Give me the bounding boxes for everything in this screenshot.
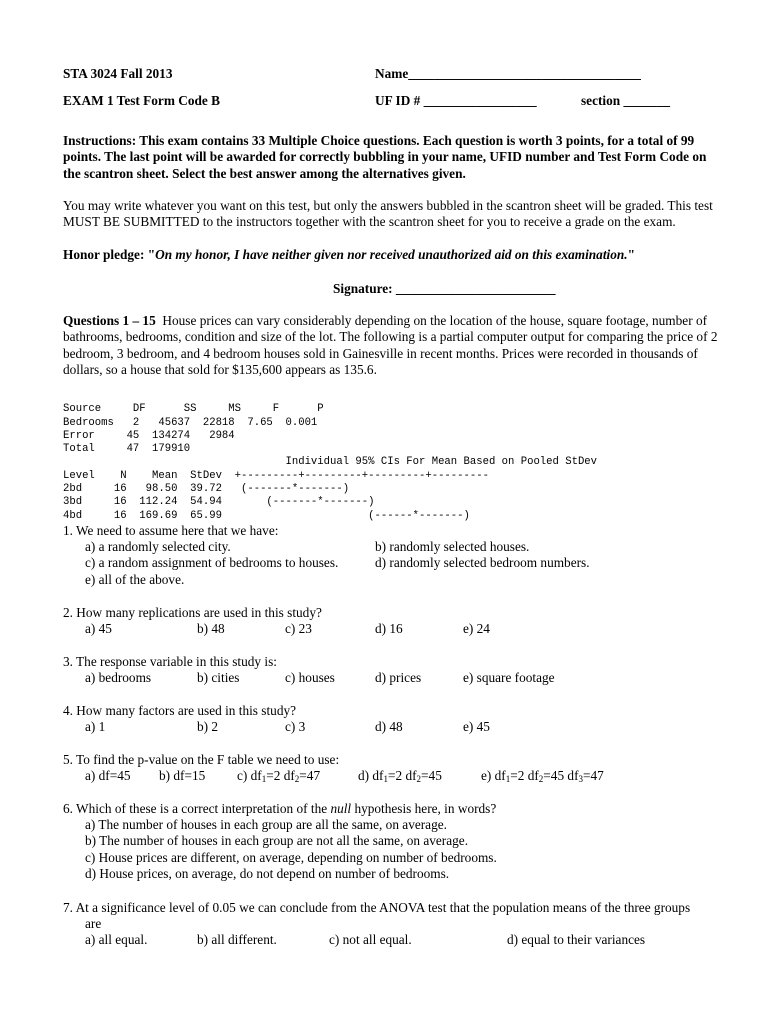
option-a: a) The number of houses in each group are all the same, on average. — [85, 817, 447, 833]
question-stem: 5. To find the p-value on the F table we need to use: — [63, 752, 340, 767]
output-line: Level N Mean StDev +---------+---------+---------+--------- — [63, 469, 489, 482]
name-field: Name___________________________________ — [375, 66, 641, 81]
honor-close-quote: " — [627, 247, 635, 262]
intro-text: House prices can vary considerably depending on the location of the house, square footage, number of bathrooms, bedrooms, condition and size of the lot. The following is a partial computer output for comparing the price of 2 bedroom, 3 bedroom, and 4 bedroom houses sold in Gainesville in recent months. Prices were recorded in thousands of dollars, so a house that sold for $135,600 appears as 135.6. — [63, 313, 718, 377]
option-a: a) df=45 — [85, 768, 131, 784]
question-stem: 2. How many replications are used in this study? — [63, 605, 322, 620]
option-c: c) not all equal. — [329, 932, 412, 948]
output-line: 2bd 16 98.50 39.72 (-------*-------) — [63, 483, 350, 496]
output-line: Total 47 179910 — [63, 443, 191, 456]
question-5 — [63, 752, 733, 784]
exam-title: EXAM 1 Test Form Code B — [63, 93, 220, 108]
honor-text: On my honor, I have neither given nor received unauthorized aid on this examination. — [155, 247, 628, 262]
question-6 — [63, 801, 733, 882]
signature-line: Signature: ________________________ — [333, 281, 556, 296]
option-d: d) equal to their variances — [507, 932, 646, 948]
question-stem: 3. The response variable in this study is: — [63, 654, 277, 669]
option-e: e) $df_1=2$ $df_2=45$ $df_3=47$ — [481, 768, 604, 785]
output-line: 3bd 16 112.24 54.94 (-------*-------) — [63, 496, 375, 509]
question-stem: 6. Which of these is a correct interpretation of the null hypothesis here, in words? — [63, 801, 497, 816]
questions-intro — [63, 313, 723, 378]
instructions: Instructions: This exam contains 33 Multiple Choice questions. Each question is worth 3 points, for a total of 99 points. The last point will be awarded for correctly bubbling in your name, UFID number and Test Form Code on the scantron sheet. Select the best answer among the alternatives given. — [63, 133, 707, 181]
option-b: b) 2 — [197, 719, 219, 735]
honor-open-quote: " — [147, 247, 156, 262]
option-a: a) 45 — [85, 621, 112, 637]
option-b: b) cities — [197, 670, 240, 686]
option-c: c) $df_1=2$ $df_2=47$ — [237, 768, 321, 785]
anova-output — [63, 390, 597, 536]
option-c: c) houses — [285, 670, 335, 686]
output-line: Bedrooms 2 45637 22818 7.65 0.001 — [63, 416, 318, 429]
option-d: d) prices — [375, 670, 422, 686]
question-3 — [63, 654, 733, 686]
option-a: a) a randomly selected city. — [85, 539, 231, 555]
option-b: b) randomly selected houses. — [375, 539, 530, 555]
notes: You may write whatever you want on this test, but only the answers bubbled in the scantron sheet will be graded. This test MUST BE SUBMITTED to the instructors together with the scantron sheet for you to receive a grade on the exam. — [63, 198, 713, 230]
option-a: a) all equal. — [85, 932, 148, 948]
option-d: d) randomly selected bedroom numbers. — [375, 555, 590, 571]
option-d: d) 48 — [375, 719, 403, 735]
option-b: b) The number of houses in each group are not all the same, on average. — [85, 833, 469, 849]
option-e: e) all of the above. — [85, 571, 185, 587]
option-c: c) 3 — [285, 719, 306, 735]
question-1 — [63, 523, 733, 588]
output-line: 4bd 16 169.69 65.99 (------*-------) — [63, 509, 470, 522]
option-e: e) square footage — [463, 670, 555, 686]
option-e: e) 24 — [463, 621, 490, 637]
option-b: b) all different. — [197, 932, 277, 948]
option-c: c) 23 — [285, 621, 312, 637]
question-stem: 1. We need to assume here that we have: — [63, 523, 279, 538]
option-c: c) a random assignment of bedrooms to houses. — [85, 555, 339, 571]
option-e: e) 45 — [463, 719, 490, 735]
honor-pledge — [63, 247, 723, 263]
question-stem-continued: are — [85, 916, 102, 932]
honor-label: Honor pledge: — [63, 247, 145, 262]
ufid-field: UF ID # _________________ — [375, 93, 537, 108]
option-d: d) $df_1=2$ $df_2=45$ — [358, 768, 442, 785]
question-stem: 7. At a significance level of 0.05 we can conclude from the ANOVA test that the population means of the three groups — [63, 900, 691, 915]
option-d: d) 16 — [375, 621, 403, 637]
course-title: STA 3024 Fall 2013 — [63, 66, 173, 81]
question-7 — [63, 900, 733, 949]
option-d: d) House prices, on average, do not depend on number of bedrooms. — [85, 865, 450, 881]
question-stem: 4. How many factors are used in this study? — [63, 703, 297, 718]
intro-label: Questions 1 – 15 — [63, 313, 156, 328]
section-field: section _______ — [581, 93, 671, 108]
option-a: a) bedrooms — [85, 670, 152, 686]
output-line: Error 45 134274 2984 — [63, 429, 235, 442]
output-line: Individual 95% CIs For Mean Based on Pooled StDev — [63, 456, 598, 469]
question-4 — [63, 703, 733, 735]
option-a: a) 1 — [85, 719, 106, 735]
option-c: c) House prices are different, on average, depending on number of bedrooms. — [85, 849, 497, 865]
question-2 — [63, 605, 733, 637]
output-line: Source DF SS MS F P — [63, 403, 324, 416]
option-b: b) 48 — [197, 621, 225, 637]
option-b: b) df=15 — [159, 768, 206, 784]
